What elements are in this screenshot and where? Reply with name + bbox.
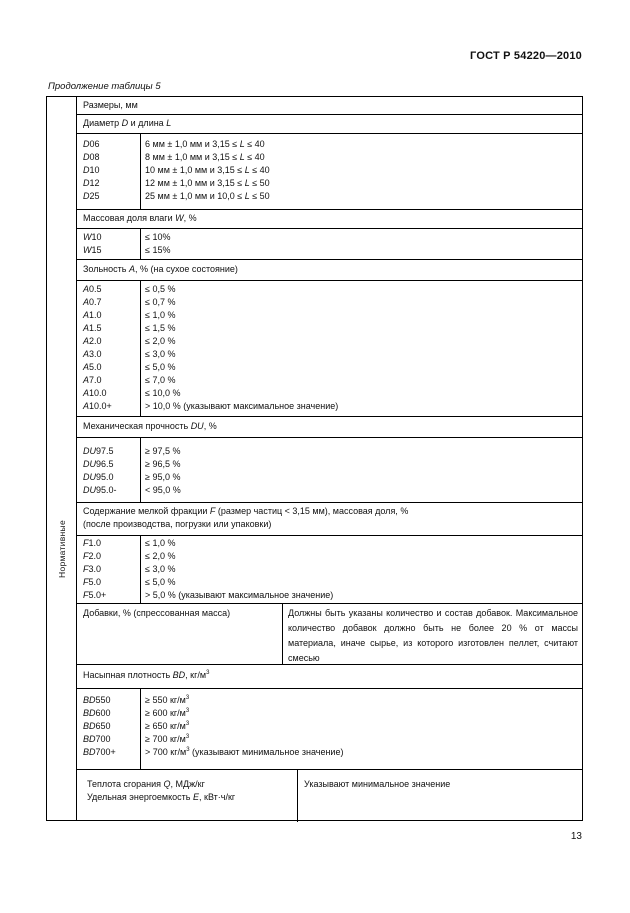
diameter-value-2: 10 мм ± 1,0 мм и 3,15 ≤ L ≤ 40 — [145, 165, 270, 175]
fines-class-0: F1.0 — [83, 538, 102, 548]
ash-value-8: ≤ 10,0 % — [145, 388, 181, 398]
diameter-values — [145, 138, 270, 203]
bulk-value-2: ≥ 650 $кг/м^3$ — [145, 721, 190, 731]
fines-class-1: F2.0 — [83, 551, 102, 561]
ash-class-3: A1.5 — [83, 323, 102, 333]
bulk-class-2: BD650 — [83, 721, 111, 731]
diameter-value-1: 8 мм ± 1,0 мм и 3,15 ≤ L ≤ 40 — [145, 152, 265, 162]
ash-class-8: A10.0 — [83, 388, 107, 398]
side-label: Нормативные — [57, 520, 67, 578]
row-calorific-line1: Теплота сгорания Q, МДж/кг — [87, 779, 205, 789]
moisture-value-1: ≤ 15% — [145, 245, 171, 255]
ash-class-9: A10.0+ — [83, 401, 112, 411]
fines-value-3: ≤ 5,0 % — [145, 577, 176, 587]
ash-classes — [83, 283, 112, 413]
ash-value-9: > 10,0 % (указывают максимальное значение) — [145, 401, 339, 411]
ash-value-4: ≤ 2,0 % — [145, 336, 176, 346]
ash-value-2: ≤ 1,0 % — [145, 310, 176, 320]
row-moisture-title: Массовая доля влаги W, % — [83, 213, 197, 223]
row-calorific-line2: Удельная энергоемкость E, кВт·ч/кг — [87, 792, 236, 802]
bulk-class-3: BD700 — [83, 734, 111, 744]
calorific-value: Указывают минимальное значение — [304, 779, 451, 789]
ash-class-7: A7.0 — [83, 375, 102, 385]
ash-value-6: ≤ 5,0 % — [145, 362, 176, 372]
row-diameter-title: Диаметр D и длина L — [83, 118, 172, 128]
row-fines-title-line1: Содержание мелкой фракции F (размер частиц < 3,15 мм), массовая доля, % — [83, 506, 409, 516]
document-header: ГОСТ Р 54220—2010 — [470, 50, 582, 62]
moisture-classes — [83, 231, 102, 257]
properties-table — [46, 96, 583, 821]
ash-class-2: A1.0 — [83, 310, 102, 320]
row-bulk-title: Насыпная плотность BD, $кг/м^3$ — [83, 670, 210, 680]
ash-value-5: ≤ 3,0 % — [145, 349, 176, 359]
fines-classes — [83, 537, 106, 602]
durability-value-1: ≥ 96,5 % — [145, 459, 181, 469]
row-durability-title: Механическая прочность DU, % — [83, 421, 217, 431]
bulk-value-1: ≥ 600 $кг/м^3$ — [145, 708, 190, 718]
fines-value-2: ≤ 3,0 % — [145, 564, 176, 574]
bulk-class-1: BD600 — [83, 708, 111, 718]
fines-values — [145, 537, 333, 602]
fines-class-2: F3.0 — [83, 564, 102, 574]
durability-class-2: DU95.0 — [83, 472, 114, 482]
fines-value-1: ≤ 2,0 % — [145, 551, 176, 561]
bulk-values — [145, 694, 343, 759]
fines-class-3: F5.0 — [83, 577, 102, 587]
moisture-class-0: W10 — [83, 232, 102, 242]
bulk-classes — [83, 694, 116, 759]
fines-value-4: > 5,0 % (указывают максимальное значение) — [145, 590, 334, 600]
diameter-class-4: D25 — [83, 191, 100, 201]
ash-class-0: A0.5 — [83, 284, 102, 294]
additives-description: Должны быть указаны количество и состав добавок. Максимальное количество добавок должно быть не более 20 % от массы материала, иначе сырье, из которого изготовлен пеллет, считают смесью — [288, 608, 578, 663]
durability-value-2: ≥ 95,0 % — [145, 472, 181, 482]
bulk-value-3: ≥ 700 $кг/м^3$ — [145, 734, 190, 744]
ash-value-7: ≤ 7,0 % — [145, 375, 176, 385]
bulk-value-4: > 700 $кг/м^3$ (указывают минимальное значение) — [145, 747, 344, 757]
ash-class-1: A0.7 — [83, 297, 102, 307]
diameter-value-0: 6 мм ± 1,0 мм и 3,15 ≤ L ≤ 40 — [145, 139, 265, 149]
moisture-values — [145, 231, 170, 257]
side-column — [47, 97, 77, 820]
row-sizes-title: Размеры, мм — [83, 100, 138, 110]
diameter-class-0: D06 — [83, 139, 100, 149]
table-caption: Продолжение таблицы 5 — [48, 81, 161, 92]
row-additives-title: Добавки, % (спрессованная масса) — [83, 608, 231, 618]
ash-value-1: ≤ 0,7 % — [145, 297, 176, 307]
bulk-class-4: BD700+ — [83, 747, 116, 757]
durability-value-3: < 95,0 % — [145, 485, 181, 495]
ash-class-4: A2.0 — [83, 336, 102, 346]
fines-class-4: F5.0+ — [83, 590, 107, 600]
durability-classes — [83, 445, 117, 497]
fines-value-0: ≤ 1,0 % — [145, 538, 176, 548]
ash-value-3: ≤ 1,5 % — [145, 323, 176, 333]
diameter-value-4: 25 мм ± 1,0 мм и 10,0 ≤ L ≤ 50 — [145, 191, 270, 201]
moisture-value-0: ≤ 10% — [145, 232, 171, 242]
ash-class-5: A3.0 — [83, 349, 102, 359]
moisture-class-1: W15 — [83, 245, 102, 255]
bulk-value-0: ≥ 550 $кг/м^3$ — [145, 695, 190, 705]
durability-value-0: ≥ 97,5 % — [145, 446, 181, 456]
diameter-class-1: D08 — [83, 152, 100, 162]
durability-class-0: DU97.5 — [83, 446, 114, 456]
diameter-class-3: D12 — [83, 178, 100, 188]
row-fines-title-line2: (после производства, погрузки или упаковки) — [83, 519, 272, 529]
row-ash-title: Зольность A, % (на сухое состояние) — [83, 264, 238, 274]
diameter-value-3: 12 мм ± 1,0 мм и 3,15 ≤ L ≤ 50 — [145, 178, 270, 188]
durability-class-1: DU96.5 — [83, 459, 114, 469]
page-number: 13 — [570, 831, 582, 842]
ash-class-6: A5.0 — [83, 362, 102, 372]
durability-values — [145, 445, 181, 497]
diameter-class-2: D10 — [83, 165, 100, 175]
diameter-classes — [83, 138, 100, 203]
ash-value-0: ≤ 0,5 % — [145, 284, 176, 294]
bulk-class-0: BD550 — [83, 695, 111, 705]
durability-class-3: DU95.0- — [83, 485, 117, 495]
ash-values — [145, 283, 338, 413]
